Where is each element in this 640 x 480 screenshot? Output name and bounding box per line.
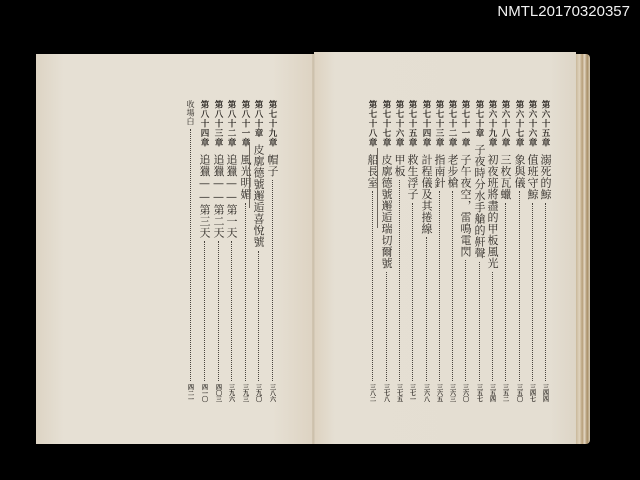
dot-leader bbox=[505, 203, 506, 382]
page-number: 三四七 bbox=[528, 384, 536, 402]
dot-leader bbox=[439, 191, 440, 381]
chapter-title: 皮廓德號邂逅瑞切爾號 bbox=[380, 153, 393, 269]
chapter-title: 子夜時分水手艙的鼾聲 bbox=[473, 144, 486, 259]
toc-entry bbox=[366, 100, 378, 402]
chapter-number: 第七十六章 bbox=[394, 100, 404, 148]
toc-entry bbox=[406, 100, 418, 402]
dot-leader bbox=[452, 191, 453, 381]
toc-entry bbox=[393, 100, 405, 402]
chapter-title: 追獵——第三天 bbox=[198, 153, 211, 238]
chapter-number: 第七十八章 bbox=[367, 100, 377, 148]
chapter-number: 第七十七章 bbox=[381, 100, 391, 148]
chapter-number: 第八十二章 bbox=[226, 100, 236, 148]
dot-leader bbox=[519, 191, 520, 381]
title-bracket bbox=[377, 148, 378, 228]
chapter-title: 甲板 bbox=[393, 153, 406, 177]
chapter-number: 第七十二章 bbox=[447, 100, 457, 148]
toc-entry bbox=[473, 100, 485, 402]
chapter-title: 收場白 bbox=[186, 100, 195, 126]
dot-leader bbox=[465, 260, 466, 381]
dot-leader bbox=[492, 272, 493, 382]
dot-leader bbox=[204, 241, 205, 381]
dot-leader bbox=[412, 203, 413, 382]
chapter-title: 老步槍 bbox=[446, 153, 459, 188]
page-number: 三六五 bbox=[435, 384, 443, 402]
chapter-number: 第八十一章 bbox=[240, 100, 250, 148]
toc-entry bbox=[499, 100, 511, 402]
chapter-number: 第八十章 bbox=[253, 100, 263, 138]
page-number: 三四四 bbox=[541, 384, 549, 402]
toc-entry bbox=[420, 100, 432, 402]
dot-leader bbox=[479, 262, 480, 381]
dot-leader bbox=[386, 272, 387, 382]
toc-entry bbox=[380, 100, 392, 402]
chapter-title: 值班守鯨 bbox=[526, 153, 539, 200]
toc-entry bbox=[459, 100, 471, 402]
chapter-number: 第七十五章 bbox=[407, 100, 417, 148]
page-edges bbox=[576, 54, 590, 444]
book-spine bbox=[312, 54, 315, 444]
dot-leader bbox=[532, 203, 533, 382]
toc-entry bbox=[252, 100, 264, 402]
dot-leader bbox=[231, 241, 232, 381]
chapter-title: 船長室 bbox=[366, 153, 379, 188]
dot-leader bbox=[218, 241, 219, 381]
dot-leader bbox=[426, 237, 427, 381]
title-bracket bbox=[249, 142, 250, 208]
page-number: 三五七 bbox=[475, 384, 483, 402]
dot-leader bbox=[372, 191, 373, 381]
chapter-title: 指南針 bbox=[433, 153, 446, 188]
page-number: 三九三 bbox=[241, 384, 249, 402]
page-number: 三六〇 bbox=[461, 384, 469, 402]
page-number: 三九〇 bbox=[254, 384, 262, 402]
chapter-title: 計程儀及其捲線 bbox=[420, 153, 433, 234]
page-number: 三五四 bbox=[488, 384, 496, 402]
chapter-number: 第八十三章 bbox=[213, 100, 223, 148]
toc-entry bbox=[486, 100, 498, 402]
chapter-title: 初夜班將盡的甲板風光 bbox=[486, 153, 499, 269]
toc-entry bbox=[184, 100, 196, 402]
chapter-number: 第七十四章 bbox=[421, 100, 431, 148]
archive-id-watermark: NMTL20170320357 bbox=[497, 3, 630, 20]
page-number: 四〇三 bbox=[214, 384, 222, 402]
chapter-title: 子午夜空，雷鳴電閃 bbox=[459, 153, 472, 257]
dot-leader bbox=[258, 251, 259, 382]
chapter-number: 第七十九章 bbox=[267, 100, 277, 148]
chapter-number: 第六十八章 bbox=[500, 100, 510, 148]
dot-leader bbox=[272, 180, 273, 382]
chapter-title: 追獵——第二天 bbox=[212, 153, 225, 238]
dot-leader bbox=[245, 203, 246, 382]
chapter-title: 象與儀 bbox=[513, 153, 526, 188]
chapter-title: 三枚瓦蠟 bbox=[499, 153, 512, 200]
toc-entry bbox=[446, 100, 458, 402]
chapter-number: 第六十五章 bbox=[540, 100, 550, 148]
chapter-title: 救生浮子 bbox=[406, 153, 419, 200]
chapter-number: 第八十四章 bbox=[199, 100, 209, 148]
page-number: 三七八 bbox=[382, 384, 390, 402]
chapter-title: 皮廓德號邂逅喜悅號 bbox=[252, 144, 265, 248]
toc-entry bbox=[526, 100, 538, 402]
page-number: 三七一 bbox=[408, 384, 416, 402]
chapter-number: 第七十一章 bbox=[460, 100, 470, 148]
page-number: 四二一 bbox=[186, 384, 194, 402]
chapter-title: 帽子 bbox=[266, 153, 279, 177]
toc-entry bbox=[212, 100, 224, 402]
dot-leader bbox=[190, 129, 191, 382]
page-number: 三五〇 bbox=[515, 384, 523, 402]
toc-entry bbox=[433, 100, 445, 402]
chapter-number: 第六十六章 bbox=[527, 100, 537, 148]
chapter-number: 第七十章 bbox=[474, 100, 484, 138]
dot-leader bbox=[545, 203, 546, 382]
dot-leader bbox=[399, 180, 400, 382]
page-number: 三七五 bbox=[395, 384, 403, 402]
toc-entry bbox=[266, 100, 278, 402]
chapter-title: 追獵——第一天 bbox=[225, 153, 238, 238]
toc-entry bbox=[513, 100, 525, 402]
chapter-number: 第七十三章 bbox=[434, 100, 444, 148]
page-number: 三六八 bbox=[422, 384, 430, 402]
page-number: 三八二 bbox=[368, 384, 376, 402]
toc-entry bbox=[225, 100, 237, 402]
chapter-number: 第六十九章 bbox=[487, 100, 497, 148]
chapter-number: 第六十七章 bbox=[514, 100, 524, 148]
page-number: 三五二 bbox=[501, 384, 509, 402]
chapter-title: 風光明媚 bbox=[239, 153, 252, 200]
page-number: 四一〇 bbox=[200, 384, 208, 402]
page-number: 三九六 bbox=[227, 384, 235, 402]
toc-entry bbox=[198, 100, 210, 402]
chapter-title: 溺死的鯨 bbox=[539, 153, 552, 200]
page-number: 三六三 bbox=[448, 384, 456, 402]
toc-entry bbox=[539, 100, 551, 402]
page-number: 三八六 bbox=[268, 384, 276, 402]
